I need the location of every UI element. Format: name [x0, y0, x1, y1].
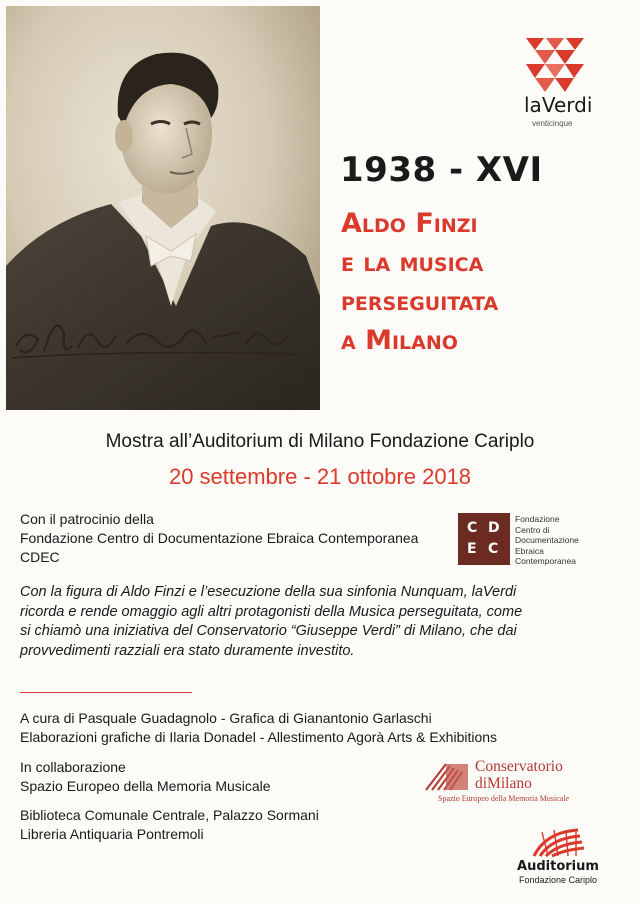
- intro-paragraph: [20, 583, 620, 661]
- cdec-text-line: Contemporanea: [515, 556, 576, 566]
- intro-line-4: provvedimenti razziali era stato duramente investito.: [20, 642, 355, 659]
- auditorium-logo: [508, 826, 608, 888]
- cdec-text-line: Documentazione: [515, 535, 579, 545]
- auditorium-name: Auditorium: [517, 859, 599, 874]
- cdec-letter-c2: C: [488, 541, 499, 557]
- exhibition-dates: 20 settembre - 21 ottobre 2018: [168, 464, 472, 489]
- title-line: [341, 205, 498, 244]
- title-line-2: e la musica: [341, 247, 484, 278]
- intro-line-3: si chiamò una iniziativa del Conservatorio “Giuseppe Verdi” di Milano, che dai: [20, 623, 517, 639]
- collaboration: [20, 758, 271, 796]
- portrait-photo: [6, 6, 320, 410]
- libraries-line-1: Biblioteca Comunale Centrale, Palazzo Sormani: [20, 807, 319, 823]
- laverdi-name: laVerdi: [524, 93, 592, 117]
- cdec-text-line: Fondazione: [515, 514, 560, 524]
- auditorium-emblem-icon: [508, 826, 608, 860]
- collaboration-line-1: In collaborazione: [20, 759, 126, 775]
- laverdi-logo: [522, 32, 592, 138]
- title-line-3: perseguitata: [341, 286, 499, 317]
- cdec-logo: [458, 513, 588, 565]
- divider: [20, 692, 192, 693]
- intro-line-2: ricorda e rende omaggio agli altri protagonisti della Musica perseguitata, come: [20, 603, 523, 620]
- title-line: [341, 322, 498, 361]
- cdec-letter-e: E: [467, 541, 477, 557]
- conservatorio-emblem-icon: [424, 760, 472, 794]
- auditorium-sub: Fondazione Cariplo: [518, 875, 598, 885]
- cdec-text-line: Ebraica: [515, 545, 544, 556]
- cdec-text-line: Centro di: [515, 524, 550, 535]
- conservatorio-logo: [424, 758, 604, 806]
- patronage-line-1: Con il patrocinio della: [20, 511, 154, 527]
- patronage-line-3: CDEC: [20, 549, 60, 565]
- title-year: 1938 - XVI: [340, 150, 543, 190]
- exhibition-title: [341, 205, 498, 361]
- libraries: [20, 806, 319, 844]
- libraries-line-2: Libreria Antiquaria Pontremoli: [20, 826, 204, 842]
- title-line: [341, 283, 498, 322]
- title-line: [341, 244, 498, 283]
- intro-line-1: Con la figura di Aldo Finzi e l’esecuzione della sua sinfonia Nunquam, laVerdi: [20, 584, 517, 600]
- conservatorio-name-2: diMilano: [475, 775, 532, 792]
- credits-line-1: A cura di Pasquale Guadagnolo - Grafica di Gianantonio Garlaschi: [20, 710, 432, 726]
- conservatorio-name-1: Conservatorio: [475, 758, 563, 775]
- patronage-line-2: Fondazione Centro di Documentazione Ebraica Contemporanea: [20, 530, 419, 546]
- laverdi-sub: venticinque: [532, 119, 573, 128]
- patronage-text: [20, 510, 418, 567]
- collaboration-line-2: Spazio Europeo della Memoria Musicale: [20, 778, 271, 794]
- title-line-4: a Milano: [341, 325, 458, 356]
- credits: [20, 709, 497, 747]
- cdec-box: [458, 513, 510, 565]
- exhibition-venue: Mostra all’Auditorium di Milano Fondazione Cariplo: [105, 431, 535, 452]
- title-line-1: Aldo Finzi: [341, 208, 478, 239]
- cdec-letter-d: D: [488, 520, 500, 536]
- conservatorio-sub: Spazio Europeo della Memoria Musicale: [438, 794, 570, 803]
- cdec-logo-text: [515, 514, 579, 567]
- cdec-letter-c1: C: [467, 520, 478, 536]
- credits-line-2: Elaborazioni grafiche di Ilaria Donadel - Allestimento Agorà Arts & Exhibitions: [20, 729, 498, 745]
